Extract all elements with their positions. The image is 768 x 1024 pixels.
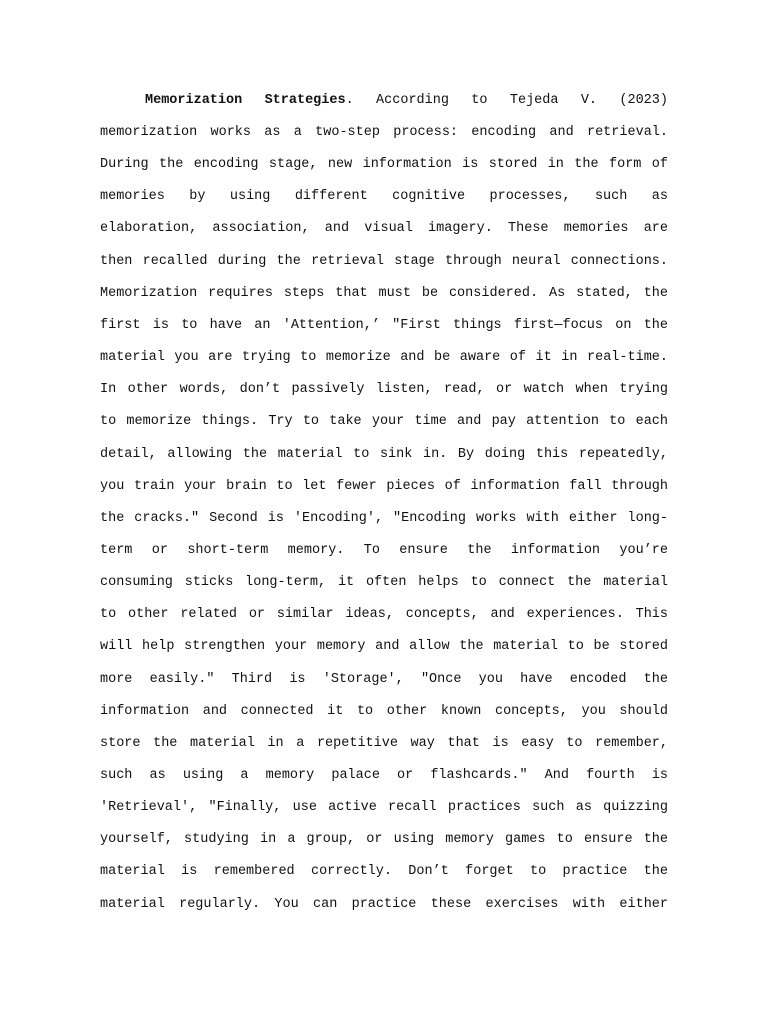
paragraph-line: information and connected it to other known concepts, you should xyxy=(100,703,668,719)
paragraph-first-line xyxy=(145,92,668,110)
section-heading: Memorization Strategies xyxy=(145,93,346,108)
paragraph-line: to memorize things. Try to take your time and pay attention to each xyxy=(100,414,668,430)
paragraph-line: memories by using different cognitive processes, such as xyxy=(100,189,668,205)
paragraph-line: detail, allowing the material to sink in. By doing this repeatedly, xyxy=(100,446,668,462)
paragraph-line: Memorization requires steps that must be considered. As stated, the xyxy=(100,285,668,301)
paragraph-line: yourself, studying in a group, or using memory games to ensure the xyxy=(100,832,668,848)
paragraph-line: such as using a memory palace or flashcards." And fourth is xyxy=(100,768,668,783)
paragraph-line: consuming sticks long-term, it often helps to connect the material xyxy=(100,575,668,591)
paragraph-line: elaboration, association, and visual imagery. These memories are xyxy=(100,221,668,237)
paragraph-line: During the encoding stage, new information is stored in the form of xyxy=(100,157,668,173)
paragraph-line: term or short-term memory. To ensure the information you’re xyxy=(100,543,668,558)
paragraph-line: will help strengthen your memory and allow the material to be stored xyxy=(100,639,668,655)
paragraph-line: the cracks." Second is 'Encoding', "Encoding works with either long- xyxy=(100,510,668,526)
paragraph-line: 'Retrieval', "Finally, use active recall practices such as quizzing xyxy=(100,800,668,816)
paragraph-line: to other related or similar ideas, concepts, and experiences. This xyxy=(100,607,668,623)
paragraph-line: material you are trying to memorize and be aware of it in real-time. xyxy=(100,350,668,365)
paragraph-line: In other words, don’t passively listen, read, or watch when trying xyxy=(100,382,668,398)
paragraph-line: more easily." Third is 'Storage', "Once you have encoded the xyxy=(100,671,668,687)
paragraph-line: then recalled during the retrieval stage through neural connections. xyxy=(100,253,668,269)
heading-tail-text: . According to Tejeda V. (2023) xyxy=(345,93,668,108)
paragraph-line: you train your brain to let fewer pieces of information fall through xyxy=(100,478,668,494)
paragraph-line: store the material in a repetitive way that is easy to remember, xyxy=(100,735,668,751)
paragraph-line: memorization works as a two-step process: encoding and retrieval. xyxy=(100,125,668,140)
paragraph-line: first is to have an 'Attention,’ "First things first—focus on the xyxy=(100,317,668,333)
paragraph-line: material regularly. You can practice these exercises with either xyxy=(100,896,668,912)
paragraph-line: material is remembered correctly. Don’t forget to practice the xyxy=(100,864,668,880)
